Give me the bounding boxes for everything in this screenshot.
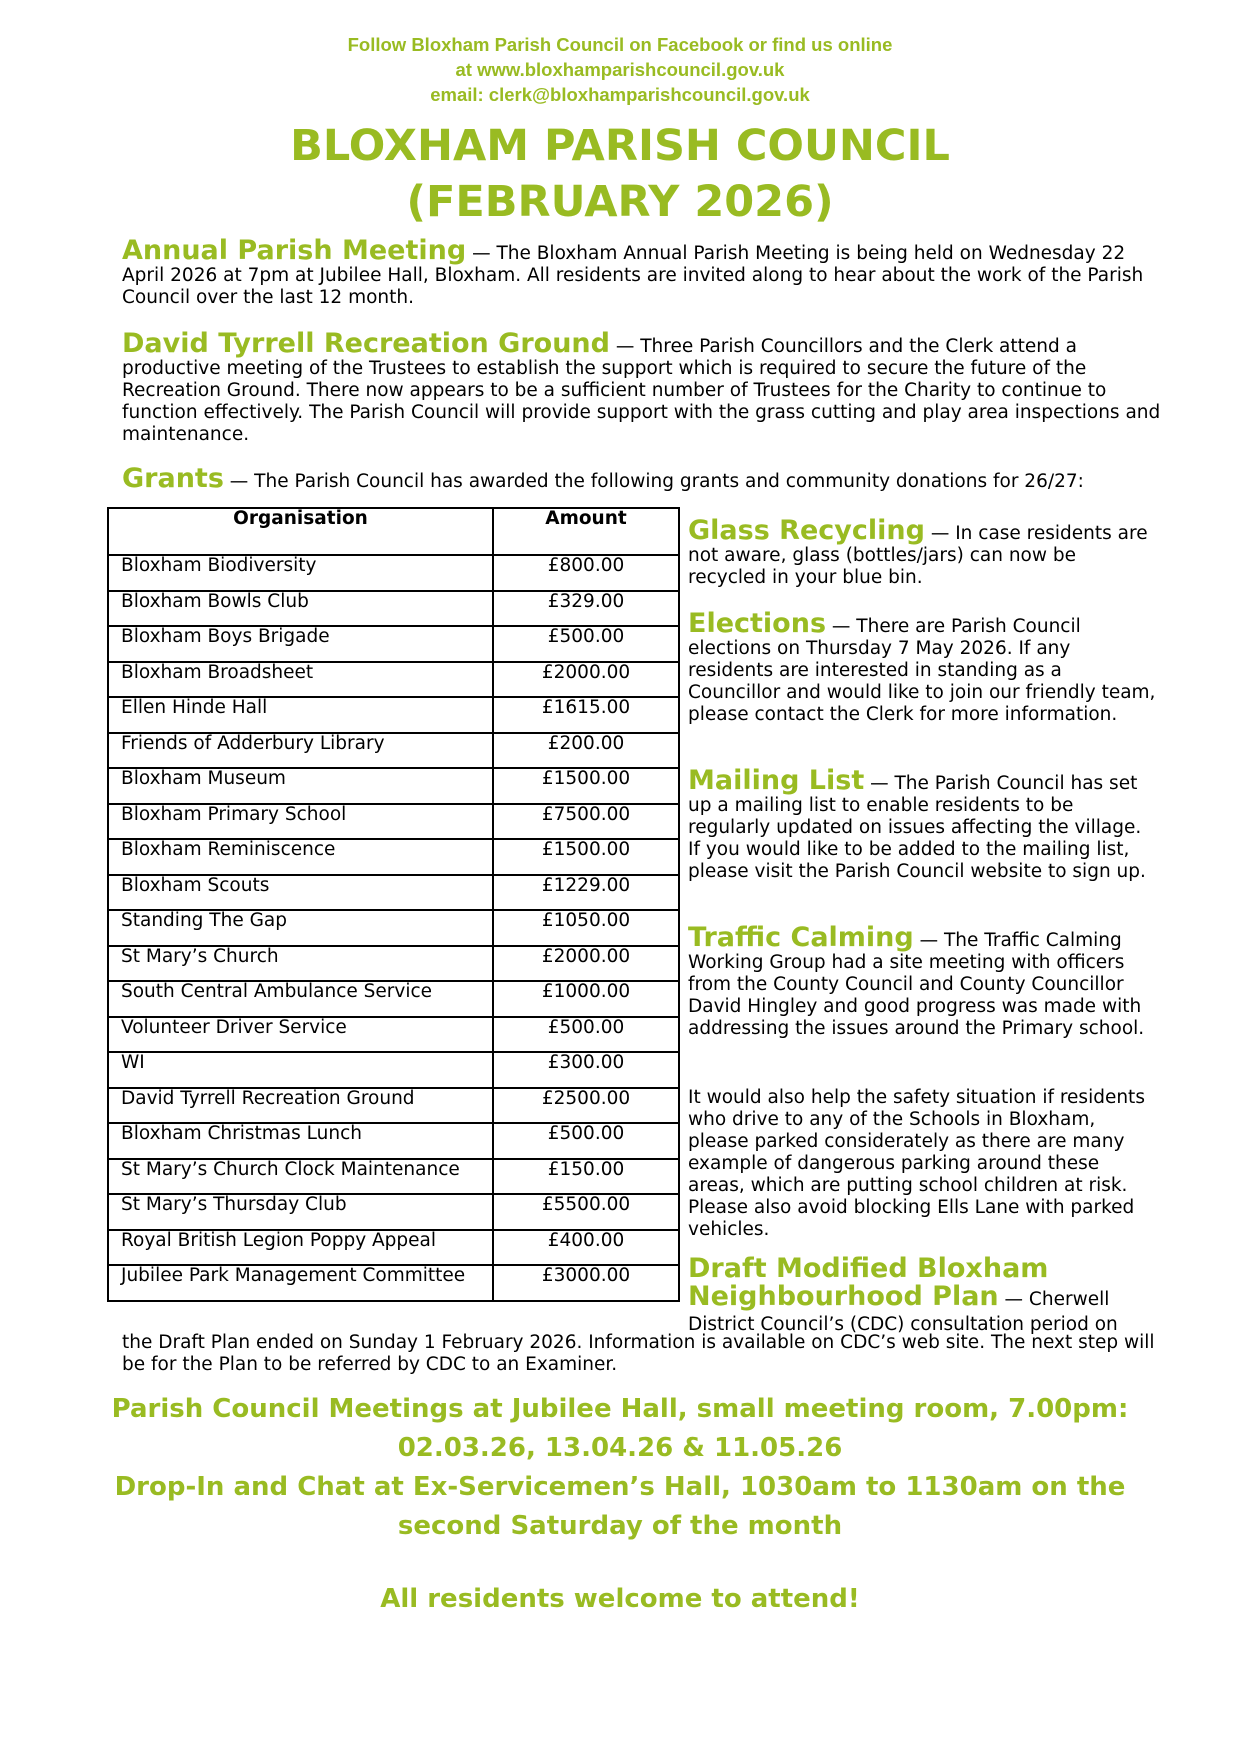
contact-line-email[interactable]: email: clerk@bloxhamparishcouncil.gov.uk: [430, 84, 810, 105]
table-row: [108, 697, 679, 733]
mailing-list-section: [688, 765, 1158, 883]
grant-amount: £3000.00: [493, 1265, 679, 1301]
grant-organisation: Bloxham Scouts: [108, 875, 493, 911]
grant-organisation: Jubilee Park Management Committee: [108, 1265, 493, 1301]
table-row: [108, 1194, 679, 1230]
grant-organisation: David Tyrrell Recreation Ground: [108, 1088, 493, 1124]
grant-amount: £2000.00: [493, 662, 679, 698]
title-line-1: BLOXHAM PARISH COUNCIL: [290, 121, 950, 171]
table-row: [108, 1052, 679, 1088]
elections-section: [688, 608, 1158, 726]
grant-amount: £1615.00: [493, 697, 679, 733]
traffic-calming-paragraph-2: It would also help the safety situation if residents who drive to any of the Schools in Bloxham, please parked considerately as there are many example of dangerous parking around these areas, which are putting school children at risk. Please also avoid blocking Ells Lane with parked vehicles.: [688, 1087, 1145, 1240]
grant-organisation: St Mary’s Thursday Club: [108, 1194, 493, 1230]
grant-organisation: St Mary’s Church: [108, 946, 493, 982]
table-row: [108, 910, 679, 946]
grant-organisation: Bloxham Christmas Lunch: [108, 1123, 493, 1159]
grant-amount: £400.00: [493, 1230, 679, 1266]
contact-line-facebook: Follow Bloxham Parish Council on Facebook or find us online: [347, 34, 893, 55]
grants-heading: Grants: [122, 463, 224, 494]
table-row: [108, 591, 679, 627]
grant-organisation: Bloxham Primary School: [108, 804, 493, 840]
grants-table: [107, 507, 680, 1302]
grant-organisation: Standing The Gap: [108, 910, 493, 946]
grant-amount: £1229.00: [493, 875, 679, 911]
grant-organisation: South Central Ambulance Service: [108, 981, 493, 1017]
grant-organisation: WI: [108, 1052, 493, 1088]
grant-organisation: Bloxham Reminiscence: [108, 839, 493, 875]
grant-amount: £800.00: [493, 555, 679, 591]
grant-amount: £500.00: [493, 1017, 679, 1053]
grant-amount: £200.00: [493, 733, 679, 769]
table-row: [108, 768, 679, 804]
mailing-list-text: — The Parish Council has set up a mailing list to enable residents to be regularly updated on issues affecting the village. If you would like to be added to the mailing list, please visit the Parish Council website to sign up.: [688, 773, 1146, 882]
grant-amount: £2000.00: [493, 946, 679, 982]
grant-amount: £500.00: [493, 626, 679, 662]
neighbourhood-plan-heading-2: Neighbourhood Plan: [688, 1281, 999, 1312]
neighbourhood-plan-text-b: District Council’s (CDC) consultation period on: [688, 1314, 1118, 1335]
glass-recycling-heading: Glass Recycling: [688, 515, 925, 546]
grant-amount: £1500.00: [493, 768, 679, 804]
neighbourhood-plan-text-a: — Cherwell: [998, 1289, 1110, 1310]
table-row: [108, 981, 679, 1017]
grant-amount: £2500.00: [493, 1088, 679, 1124]
table-row: [108, 1230, 679, 1266]
neighbourhood-plan-continued: the Draft Plan ended on Sunday 1 February 2026. Information is available on CDC’s web site. The next step will be for the Plan to be referred by CDC to an Examiner.: [122, 1332, 1155, 1375]
column-header-organisation: Organisation: [108, 508, 493, 555]
grant-amount: £1000.00: [493, 981, 679, 1017]
traffic-calming-text: — The Traffic Calming Working Group had a site meeting with officers from the County Council and County Councillor David Hingley and good progress was made with addressing the issues around the Primary school.: [688, 930, 1145, 1039]
grants-section: [122, 463, 1162, 494]
table-row: [108, 1017, 679, 1053]
elections-text: — There are Parish Council elections on Thursday 7 May 2026. If any residents are interested in standing as a Councillor and would like to join our friendly team, please contact the Clerk for more information.: [688, 616, 1156, 725]
recreation-section: [122, 328, 1162, 446]
contact-header: [0, 32, 1240, 107]
annual-meeting-heading: Annual Parish Meeting: [122, 235, 467, 266]
meetings-block: [80, 1390, 1160, 1546]
meetings-line-1: Parish Council Meetings at Jubilee Hall, small meeting room, 7.00pm:: [111, 1394, 1129, 1424]
grant-amount: £5500.00: [493, 1194, 679, 1230]
grant-organisation: Bloxham Museum: [108, 768, 493, 804]
grant-amount: £1050.00: [493, 910, 679, 946]
recreation-text: — Three Parish Councillors and the Clerk attend a productive meeting of the Trustees to establish the support which is required to secure the future of the Recreation Ground. There now appears to be a sufficient number of Trustees for the Charity to continue to function effectively. The Parish Council will provide support with the grass cutting and play area inspections and maintenance.: [122, 336, 1161, 445]
table-row: [108, 1265, 679, 1301]
welcome-text: All residents welcome to attend!: [380, 1584, 860, 1614]
grant-amount: £1500.00: [493, 839, 679, 875]
grant-organisation: Bloxham Bowls Club: [108, 591, 493, 627]
glass-recycling-section: [688, 515, 1158, 589]
table-row: [108, 1123, 679, 1159]
glass-recycling-text: — In case residents are not aware, glass (bottles/jars) can now be recycled in your blue bin.: [688, 523, 1148, 588]
grant-organisation: Bloxham Broadsheet: [108, 662, 493, 698]
annual-meeting-text: — The Bloxham Annual Parish Meeting is being held on Wednesday 22 April 2026 at 7pm at Jubilee Hall, Bloxham. All residents are invited along to hear about the work of the Parish Council over the last 12 month.: [122, 243, 1144, 308]
table-row: [108, 839, 679, 875]
grant-amount: £500.00: [493, 1123, 679, 1159]
grant-organisation: Volunteer Driver Service: [108, 1017, 493, 1053]
page-title: [0, 118, 1240, 230]
recreation-heading: David Tyrrell Recreation Ground: [122, 328, 610, 359]
grant-amount: £329.00: [493, 591, 679, 627]
table-row: [108, 946, 679, 982]
traffic-calming-section: [688, 922, 1158, 1040]
grant-organisation: St Mary’s Church Clock Maintenance: [108, 1159, 493, 1195]
grant-organisation: Bloxham Boys Brigade: [108, 626, 493, 662]
annual-meeting-section: [122, 235, 1162, 309]
table-row: [108, 626, 679, 662]
contact-line-website[interactable]: at www.bloxhamparishcouncil.gov.uk: [455, 59, 785, 80]
neighbourhood-plan-section: [688, 1255, 1158, 1336]
table-row: [108, 1088, 679, 1124]
elections-heading: Elections: [688, 608, 827, 639]
grant-organisation: Friends of Adderbury Library: [108, 733, 493, 769]
grant-amount: £300.00: [493, 1052, 679, 1088]
drop-in-line-2: second Saturday of the month: [397, 1511, 843, 1541]
table-row: [108, 555, 679, 591]
table-row: [108, 804, 679, 840]
grant-amount: £7500.00: [493, 804, 679, 840]
grants-table-header: [108, 508, 679, 555]
meetings-dates: 02.03.26, 13.04.26 & 11.05.26: [397, 1433, 843, 1463]
table-row: [108, 875, 679, 911]
column-header-amount: Amount: [493, 508, 679, 555]
title-line-2: (FEBRUARY 2026): [406, 177, 834, 227]
mailing-list-heading: Mailing List: [688, 765, 865, 796]
grant-organisation: Ellen Hinde Hall: [108, 697, 493, 733]
grants-text: — The Parish Council has awarded the following grants and community donations for 26/27:: [223, 471, 1084, 492]
grant-amount: £150.00: [493, 1159, 679, 1195]
grant-organisation: Royal British Legion Poppy Appeal: [108, 1230, 493, 1266]
drop-in-line-1: Drop-In and Chat at Ex-Servicemen’s Hall, 1030am to 1130am on the: [114, 1472, 1126, 1502]
table-row: [108, 1159, 679, 1195]
table-row: [108, 662, 679, 698]
traffic-calming-heading: Traffic Calming: [688, 922, 914, 953]
neighbourhood-plan-heading-1: Draft Modified Bloxham: [688, 1253, 1049, 1284]
grant-organisation: Bloxham Biodiversity: [108, 555, 493, 591]
table-row: [108, 733, 679, 769]
